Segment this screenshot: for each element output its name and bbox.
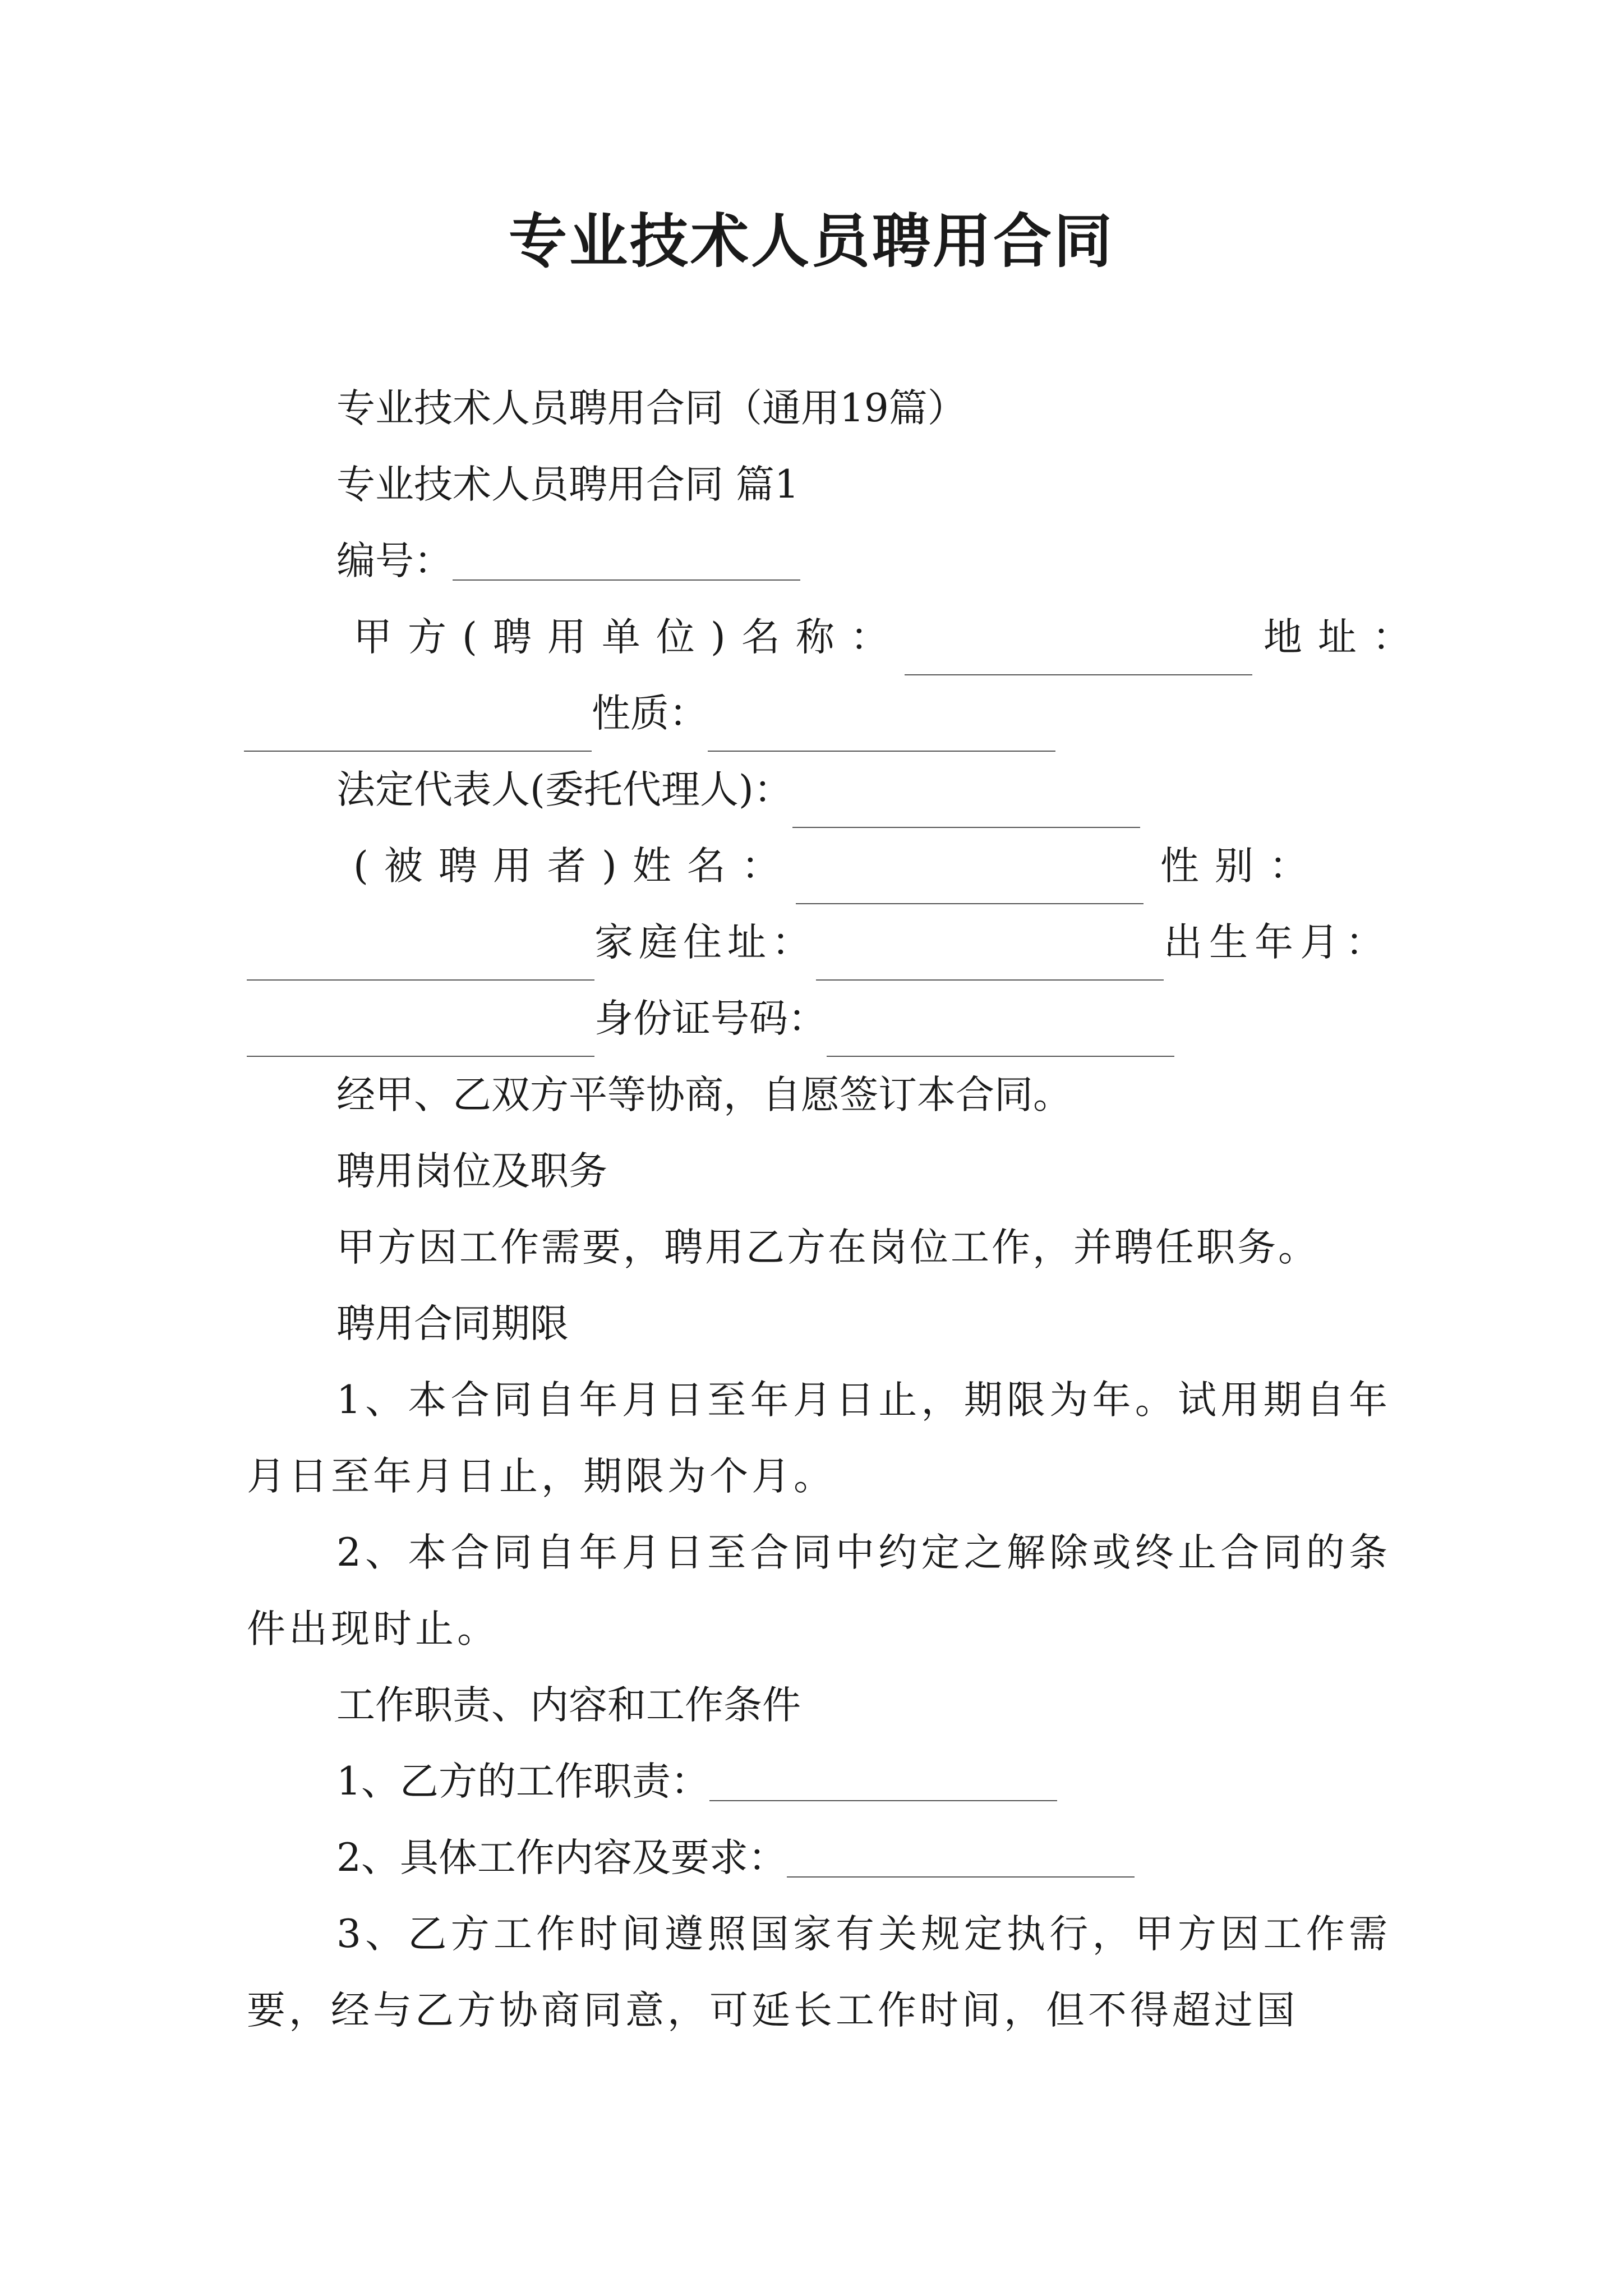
term-clause-1: 1、本合同自年月日至年月日止，期限为年。试用期自年月日至年月日止，期限为个月。 [247, 1378, 1391, 1499]
gender-blank [247, 940, 594, 981]
document-title: 专业技术人员聘用合同 [508, 206, 1114, 275]
subtitle: 专业技术人员聘用合同（通用19篇） [336, 386, 966, 431]
home-address-label: 家庭住址： [594, 920, 816, 965]
party-a-name-blank [905, 635, 1252, 675]
id-number-label: 身份证号码： [594, 996, 827, 1041]
number-blank [453, 540, 800, 581]
birth-label: 出生年月： [1164, 920, 1391, 965]
party-a-name-label: 甲方(聘用单位)名称： [353, 615, 905, 660]
birth-blank [247, 1016, 594, 1057]
party-a-line [247, 599, 1427, 675]
term-clause-2: 2、本合同自年月日至合同中约定之解除或终止合同的条件出现时止。 [247, 1530, 1391, 1651]
nature-blank [708, 711, 1055, 752]
home-address-blank [816, 940, 1164, 981]
party-b-line [247, 828, 1391, 904]
number-line [247, 523, 1391, 599]
duty-2-label: 2、具体工作内容及要求： [336, 1835, 787, 1880]
duty-clause-1 [247, 1743, 1391, 1820]
nature-line [244, 675, 1391, 752]
legal-rep-blank [792, 788, 1140, 828]
part-heading: 专业技术人员聘用合同 篇1 [336, 462, 799, 507]
duty-1-blank [709, 1761, 1057, 1801]
party-b-name-label: (被聘用者)姓名： [353, 844, 796, 889]
duty-2-blank [787, 1837, 1135, 1878]
section-position-heading: 聘用岗位及职务 [336, 1149, 607, 1194]
id-line [247, 981, 1391, 1057]
agreement-text: 经甲、乙双方平等协商，自愿签订本合同。 [336, 1073, 1072, 1117]
nature-label: 性质： [592, 691, 708, 736]
duty-clause-2 [247, 1820, 1391, 1896]
legal-rep-line [247, 752, 1391, 828]
number-label: 编号： [336, 539, 453, 583]
section-term-heading: 聘用合同期限 [336, 1301, 569, 1346]
id-number-blank [827, 1016, 1174, 1057]
gender-label: 性别： [1160, 844, 1324, 889]
position-text: 甲方因工作需要，聘用乙方在岗位工作，并聘任职务。 [336, 1225, 1319, 1270]
duty-1-label: 1、乙方的工作职责： [336, 1759, 709, 1804]
party-b-name-blank [796, 864, 1144, 904]
home-address-line [247, 904, 1391, 981]
section-duties-heading: 工作职责、内容和工作条件 [336, 1683, 801, 1728]
legal-rep-label: 法定代表人(委托代理人)： [336, 767, 792, 812]
address-blank [244, 711, 592, 752]
duty-clause-3: 3、乙方工作时间遵照国家有关规定执行，甲方因工作需要，经与乙方协商同意，可延长工作时间，但不得超过国 [247, 1912, 1391, 2033]
document-body [247, 370, 1427, 2049]
address-label: 地址： [1263, 615, 1427, 660]
